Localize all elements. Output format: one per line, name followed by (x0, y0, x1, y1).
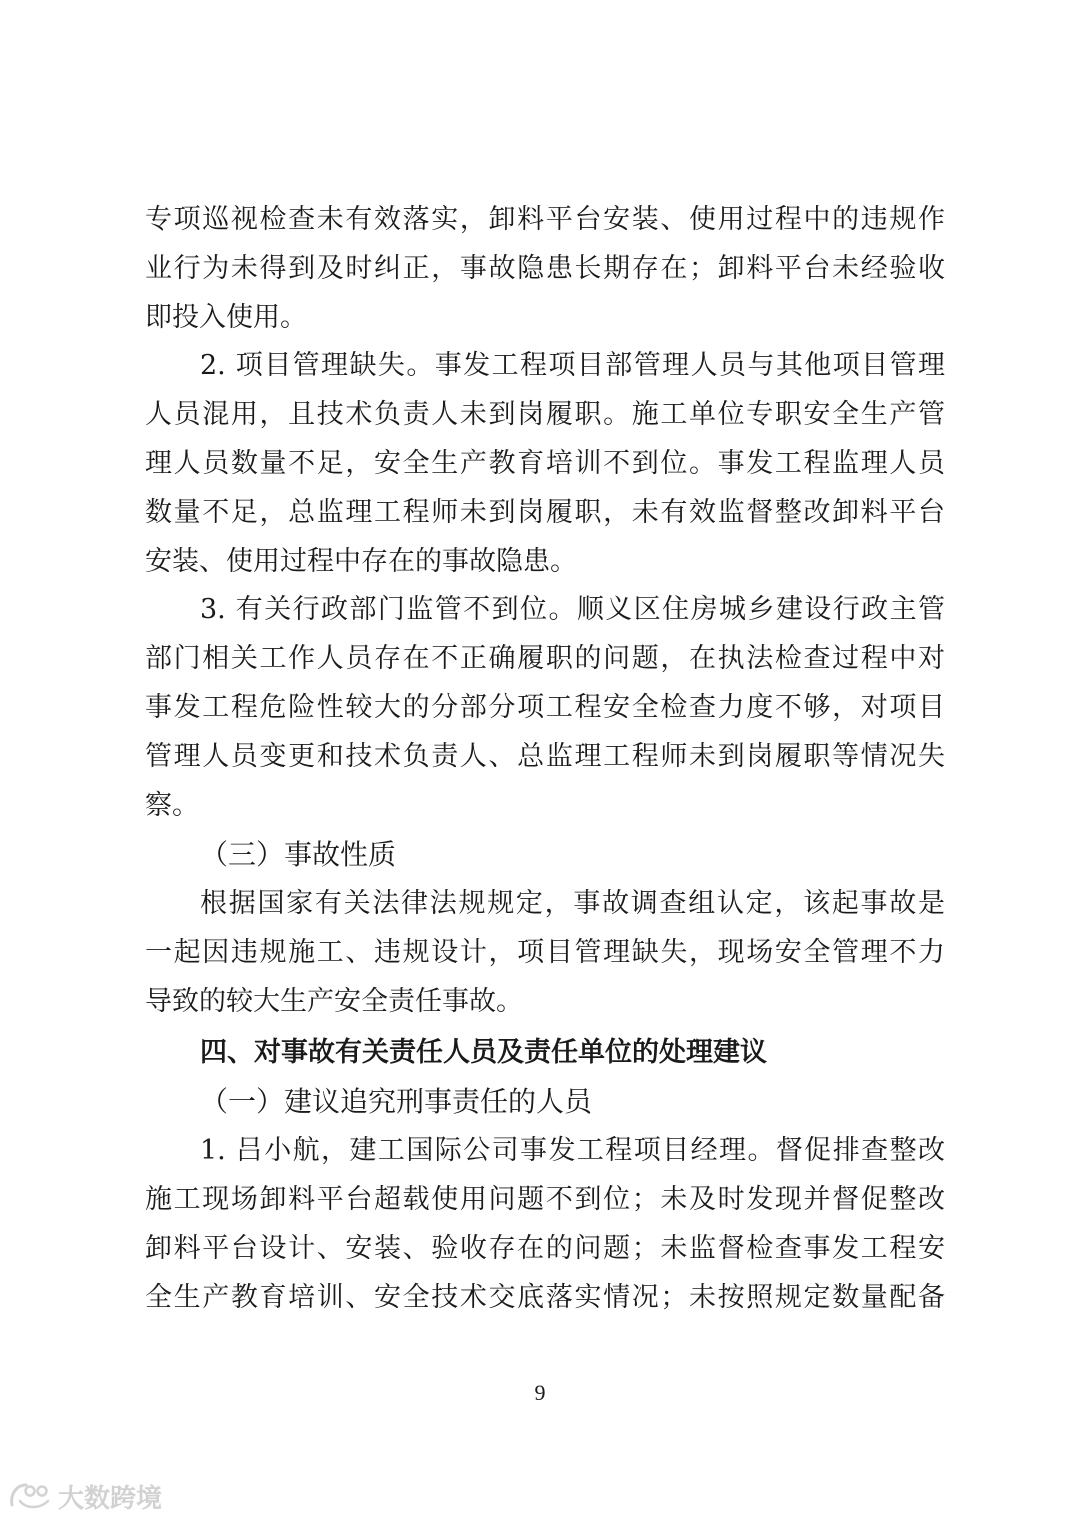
paragraph-line: 1. 吕小航，建工国际公司事发工程项目经理。督促排查整改 (200, 1135, 945, 1166)
paragraph-line: 数量不足，总监理工程师未到岗履职，未有效监督整改卸料平台 (145, 497, 945, 528)
paragraph-line: 施工现场卸料平台超载使用问题不到位；未及时发现并督促整改 (145, 1184, 945, 1215)
paragraph-line: 安装、使用过程中存在的事故隐患。 (145, 546, 577, 577)
section-heading: （三）事故性质 (200, 838, 397, 871)
paragraph-line: 察。 (145, 790, 199, 821)
chapter-heading: 四、对事故有关责任人员及责任单位的处理建议 (200, 1037, 767, 1068)
section-heading: （一）建议追究刑事责任的人员 (200, 1085, 593, 1118)
paragraph-line: 全生产教育培训、安全技术交底落实情况；未按照规定数量配备 (145, 1282, 945, 1313)
paragraph-line: 2. 项目管理缺失。事发工程项目部管理人员与其他项目管理 (200, 350, 945, 381)
paragraph-line: 根据国家有关法律法规规定，事故调查组认定，该起事故是 (200, 888, 945, 919)
paragraph-line: 卸料平台设计、安装、验收存在的问题；未监督检查事发工程安 (145, 1233, 945, 1264)
paragraph-line: 理人员数量不足，安全生产教育培训不到位。事发工程监理人员 (145, 448, 945, 479)
watermark-text: 大数跨境 (58, 1483, 163, 1514)
watermark-logo-icon (6, 1479, 54, 1513)
paragraph-line: 部门相关工作人员存在不正确履职的问题，在执法检查过程中对 (145, 643, 945, 674)
paragraph-line: 专项巡视检查未有效落实，卸料平台安装、使用过程中的违规作 (145, 204, 945, 235)
paragraph-line: 管理人员变更和技术负责人、总监理工程师未到岗履职等情况失 (145, 741, 945, 772)
paragraph-line: 业行为未得到及时纠正，事故隐患长期存在；卸料平台未经验收 (145, 253, 945, 284)
paragraph-line: 事发工程危险性较大的分部分项工程安全检查力度不够，对项目 (145, 692, 945, 723)
paragraph-line: 一起因违规施工、违规设计，项目管理缺失，现场安全管理不力 (145, 937, 945, 968)
page-number: 9 (534, 1380, 546, 1405)
paragraph-line: 导致的较大生产安全责任事故。 (145, 986, 523, 1017)
paragraph-line: 人员混用，且技术负责人未到岗履职。施工单位专职安全生产管 (145, 399, 945, 430)
paragraph-line: 3. 有关行政部门监管不到位。顺义区住房城乡建设行政主管 (200, 594, 945, 625)
paragraph-line: 即投入使用。 (145, 302, 307, 333)
watermark (6, 1476, 162, 1516)
